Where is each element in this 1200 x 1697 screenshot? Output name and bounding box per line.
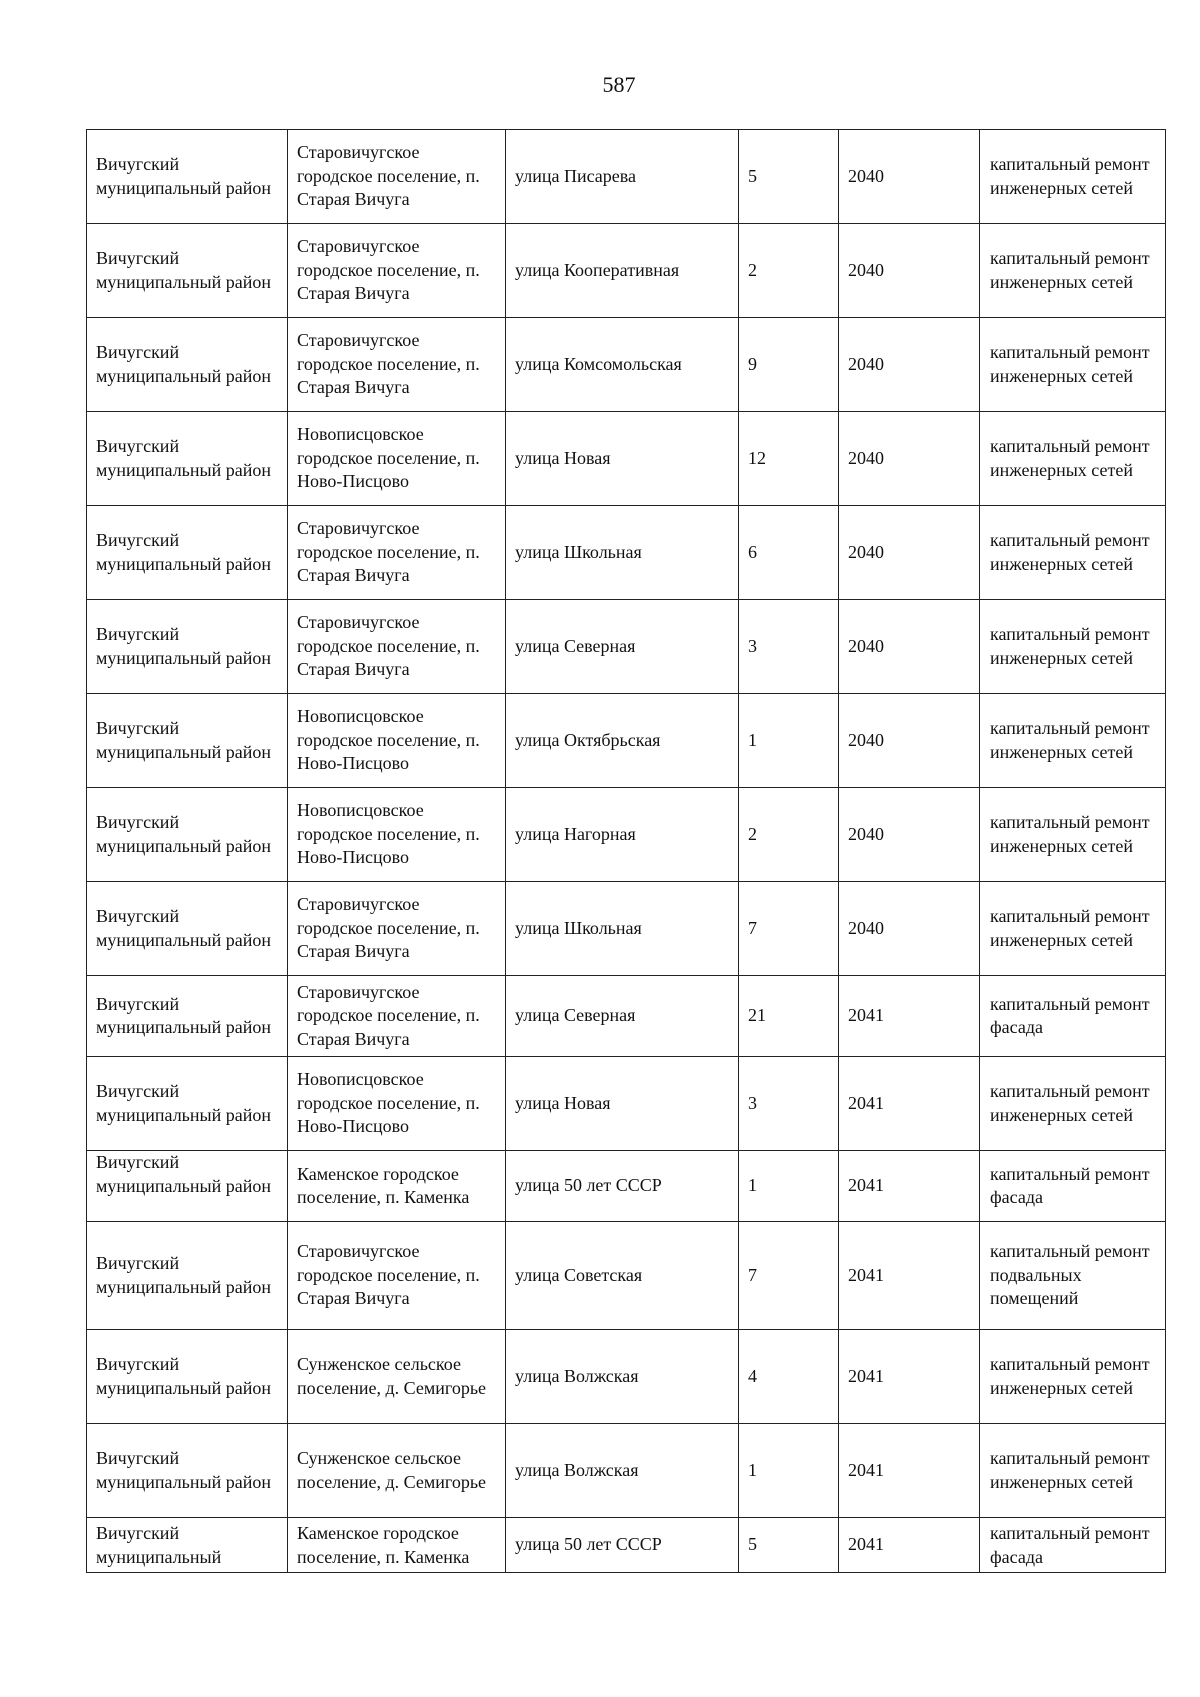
table-row bbox=[87, 1424, 1166, 1518]
street-cell: улица Кооперативная bbox=[506, 224, 739, 318]
street-cell: улица 50 лет СССР bbox=[506, 1151, 739, 1222]
district-cell: Вичугский муниципальный район bbox=[87, 694, 288, 788]
district-cell: Вичугский муниципальный bbox=[87, 1518, 288, 1573]
table-row bbox=[87, 1518, 1166, 1573]
settlement-cell: Старовичугское городское поселение, п. Старая Вичуга bbox=[288, 318, 506, 412]
work-type-cell: капитальный ремонт инженерных сетей bbox=[980, 882, 1166, 976]
district-cell: Вичугский муниципальный район bbox=[87, 1057, 288, 1151]
settlement-cell: Старовичугское городское поселение, п. Старая Вичуга bbox=[288, 224, 506, 318]
year-cell: 2041 bbox=[839, 1424, 980, 1518]
work-type-cell: капитальный ремонт инженерных сетей bbox=[980, 224, 1166, 318]
street-cell: улица Октябрьская bbox=[506, 694, 739, 788]
district-cell: Вичугский муниципальный район bbox=[87, 882, 288, 976]
street-cell: улица Волжская bbox=[506, 1330, 739, 1424]
work-type-cell: капитальный ремонт инженерных сетей bbox=[980, 412, 1166, 506]
table-row bbox=[87, 1330, 1166, 1424]
district-cell: Вичугский муниципальный район bbox=[87, 600, 288, 694]
table-row bbox=[87, 1057, 1166, 1151]
house-number-cell: 1 bbox=[739, 1424, 839, 1518]
year-cell: 2041 bbox=[839, 1222, 980, 1330]
house-number-cell: 1 bbox=[739, 1151, 839, 1222]
district-cell: Вичугский муниципальный район bbox=[87, 1222, 288, 1330]
house-number-cell: 3 bbox=[739, 1057, 839, 1151]
district-cell: Вичугский муниципальный район bbox=[87, 1151, 288, 1222]
settlement-cell: Новописцовское городское поселение, п. Ново-Писцово bbox=[288, 694, 506, 788]
table-row bbox=[87, 224, 1166, 318]
settlement-cell: Старовичугское городское поселение, п. Старая Вичуга bbox=[288, 506, 506, 600]
year-cell: 2040 bbox=[839, 788, 980, 882]
settlement-cell: Старовичугское городское поселение, п. Старая Вичуга bbox=[288, 976, 506, 1057]
year-cell: 2040 bbox=[839, 318, 980, 412]
year-cell: 2041 bbox=[839, 1330, 980, 1424]
table-row bbox=[87, 1222, 1166, 1330]
settlement-cell: Новописцовское городское поселение, п. Ново-Писцово bbox=[288, 412, 506, 506]
year-cell: 2040 bbox=[839, 224, 980, 318]
table-row bbox=[87, 882, 1166, 976]
work-type-cell: капитальный ремонт инженерных сетей bbox=[980, 600, 1166, 694]
settlement-cell: Старовичугское городское поселение, п. Старая Вичуга bbox=[288, 882, 506, 976]
year-cell: 2040 bbox=[839, 130, 980, 224]
district-cell: Вичугский муниципальный район bbox=[87, 506, 288, 600]
street-cell: улица Писарева bbox=[506, 130, 739, 224]
work-type-cell: капитальный ремонт фасада bbox=[980, 1518, 1166, 1573]
house-number-cell: 1 bbox=[739, 694, 839, 788]
house-number-cell: 5 bbox=[739, 1518, 839, 1573]
settlement-cell: Старовичугское городское поселение, п. Старая Вичуга bbox=[288, 600, 506, 694]
house-number-cell: 3 bbox=[739, 600, 839, 694]
district-cell: Вичугский муниципальный район bbox=[87, 224, 288, 318]
work-type-cell: капитальный ремонт инженерных сетей bbox=[980, 788, 1166, 882]
work-type-cell: капитальный ремонт инженерных сетей bbox=[980, 1330, 1166, 1424]
house-number-cell: 2 bbox=[739, 224, 839, 318]
street-cell: улица Школьная bbox=[506, 882, 739, 976]
house-number-cell: 2 bbox=[739, 788, 839, 882]
settlement-cell: Новописцовское городское поселение, п. Ново-Писцово bbox=[288, 788, 506, 882]
year-cell: 2041 bbox=[839, 976, 980, 1057]
district-cell: Вичугский муниципальный район bbox=[87, 1330, 288, 1424]
table-row bbox=[87, 694, 1166, 788]
year-cell: 2041 bbox=[839, 1518, 980, 1573]
table-row bbox=[87, 318, 1166, 412]
year-cell: 2040 bbox=[839, 882, 980, 976]
year-cell: 2040 bbox=[839, 412, 980, 506]
street-cell: улица Нагорная bbox=[506, 788, 739, 882]
work-type-cell: капитальный ремонт инженерных сетей bbox=[980, 318, 1166, 412]
work-type-cell: капитальный ремонт инженерных сетей bbox=[980, 1057, 1166, 1151]
district-cell: Вичугский муниципальный район bbox=[87, 1424, 288, 1518]
street-cell: улица Школьная bbox=[506, 506, 739, 600]
settlement-cell: Старовичугское городское поселение, п. Старая Вичуга bbox=[288, 1222, 506, 1330]
house-number-cell: 21 bbox=[739, 976, 839, 1057]
street-cell: улица 50 лет СССР bbox=[506, 1518, 739, 1573]
settlement-cell: Каменское городское поселение, п. Каменка bbox=[288, 1151, 506, 1222]
work-type-cell: капитальный ремонт инженерных сетей bbox=[980, 130, 1166, 224]
street-cell: улица Комсомольская bbox=[506, 318, 739, 412]
table-row bbox=[87, 506, 1166, 600]
page-number: 587 bbox=[602, 72, 636, 97]
street-cell: улица Новая bbox=[506, 1057, 739, 1151]
table-row bbox=[87, 600, 1166, 694]
house-number-cell: 7 bbox=[739, 1222, 839, 1330]
settlement-cell: Новописцовское городское поселение, п. Ново-Писцово bbox=[288, 1057, 506, 1151]
year-cell: 2041 bbox=[839, 1057, 980, 1151]
house-number-cell: 4 bbox=[739, 1330, 839, 1424]
settlement-cell: Сунженское сельское поселение, д. Семигорье bbox=[288, 1330, 506, 1424]
district-cell: Вичугский муниципальный район bbox=[87, 318, 288, 412]
street-cell: улица Волжская bbox=[506, 1424, 739, 1518]
district-cell: Вичугский муниципальный район bbox=[87, 976, 288, 1057]
work-type-cell: капитальный ремонт инженерных сетей bbox=[980, 694, 1166, 788]
settlement-cell: Сунженское сельское поселение, д. Семигорье bbox=[288, 1424, 506, 1518]
work-type-cell: капитальный ремонт инженерных сетей bbox=[980, 506, 1166, 600]
house-number-cell: 5 bbox=[739, 130, 839, 224]
work-type-cell: капитальный ремонт инженерных сетей bbox=[980, 1424, 1166, 1518]
table-row bbox=[87, 130, 1166, 224]
house-number-cell: 12 bbox=[739, 412, 839, 506]
year-cell: 2040 bbox=[839, 600, 980, 694]
street-cell: улица Советская bbox=[506, 1222, 739, 1330]
district-cell: Вичугский муниципальный район bbox=[87, 412, 288, 506]
table-row bbox=[87, 1151, 1166, 1222]
street-cell: улица Новая bbox=[506, 412, 739, 506]
settlement-cell: Каменское городское поселение, п. Каменка bbox=[288, 1518, 506, 1573]
year-cell: 2040 bbox=[839, 694, 980, 788]
district-cell: Вичугский муниципальный район bbox=[87, 788, 288, 882]
table-row bbox=[87, 412, 1166, 506]
district-cell: Вичугский муниципальный район bbox=[87, 130, 288, 224]
work-type-cell: капитальный ремонт фасада bbox=[980, 1151, 1166, 1222]
table-row bbox=[87, 976, 1166, 1057]
year-cell: 2041 bbox=[839, 1151, 980, 1222]
settlement-cell: Старовичугское городское поселение, п. Старая Вичуга bbox=[288, 130, 506, 224]
work-type-cell: капитальный ремонт подвальных помещений bbox=[980, 1222, 1166, 1330]
house-number-cell: 6 bbox=[739, 506, 839, 600]
year-cell: 2040 bbox=[839, 506, 980, 600]
housing-repair-table bbox=[86, 129, 1166, 1573]
house-number-cell: 9 bbox=[739, 318, 839, 412]
table-row bbox=[87, 788, 1166, 882]
house-number-cell: 7 bbox=[739, 882, 839, 976]
work-type-cell: капитальный ремонт фасада bbox=[980, 976, 1166, 1057]
street-cell: улица Северная bbox=[506, 600, 739, 694]
street-cell: улица Северная bbox=[506, 976, 739, 1057]
